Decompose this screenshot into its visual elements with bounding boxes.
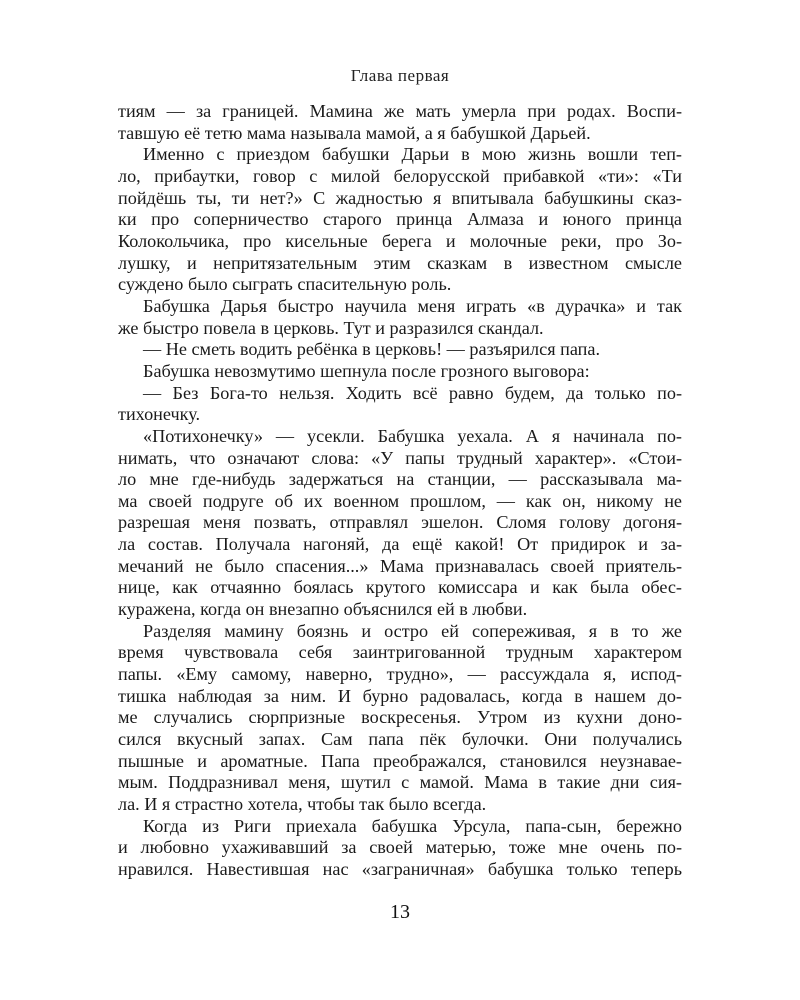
page-body-text <box>118 101 682 881</box>
text-line: ме случались сюрпризные воскресенья. Утром из кухни доно- <box>118 707 682 728</box>
text-line: ки про соперничество старого принца Алмаза и юного принца <box>118 209 682 230</box>
text-line: — Не сметь водить ребёнка в церковь! — разъярился папа. <box>143 339 601 360</box>
text-line: мечаний не было спасения...» Мама признавалась своей приятель- <box>118 555 682 576</box>
text-line: — Без Бога-то нельзя. Ходить всё равно будем, да только по- <box>143 382 682 403</box>
text-line: «Потихонечку» — усекли. Бабушка уехала. А я начинала по- <box>143 425 682 446</box>
text-line: тишка наблюдая за ним. И бурно радовалась, когда в нашем до- <box>118 685 682 706</box>
text-line: папы. «Ему самому, наверно, трудно», — рассуждала я, испод- <box>118 664 682 685</box>
text-line: ло мне где-нибудь задержаться на станции, — рассказывала ма- <box>118 469 682 490</box>
text-line: Разделяя мамину боязнь и остро ей сопереживая, я в то же <box>143 620 682 641</box>
page-number: 13 <box>390 901 410 923</box>
text-line: нице, как отчаянно боялась крутого комиссара и как была обес- <box>118 577 682 598</box>
text-line: пышные и ароматные. Папа преображался, становился неузнавае- <box>118 750 682 771</box>
text-line: Колокольчика, про кисельные берега и молочные реки, про Зо- <box>118 230 682 251</box>
text-line: мым. Поддразнивал меня, шутил с мамой. Мама в такие дни сия- <box>118 772 682 793</box>
running-header-chapter-title: Глава первая <box>350 66 450 85</box>
text-line: разрешая меня позвать, отправлял эшелон. Сломя голову догоня- <box>118 512 682 533</box>
text-line: тиям — за границей. Мамина же мать умерла при родах. Воспи- <box>118 101 682 121</box>
text-line: тихонечку. <box>118 404 201 425</box>
text-line: тавшую её тетю мама называла мамой, а я бабушкой Дарьей. <box>118 122 591 143</box>
text-line: Именно с приездом бабушки Дарьи в мою жизнь вошли теп- <box>143 144 682 165</box>
text-line: куражена, когда он внезапно объяснился ей в любви. <box>118 599 528 620</box>
text-line: же быстро повела в церковь. Тут и разразился скандал. <box>118 317 544 338</box>
text-line: суждено было сыграть спасительную роль. <box>118 274 452 295</box>
text-line: нравился. Навестившая нас «заграничная» бабушка только теперь <box>118 858 682 879</box>
text-line: ла. И я страстно хотела, чтобы так было всегда. <box>118 794 487 814</box>
text-line: Бабушка Дарья быстро научила меня играть «в дурачка» и так <box>143 295 682 316</box>
text-line: лушку, и непритязательным этим сказкам в известном смысле <box>118 252 682 273</box>
text-line: нимать, что означают слова: «У папы трудный характер». «Стои- <box>118 447 682 468</box>
text-line: сился вкусный запах. Сам папа пёк булочки. Они получались <box>118 729 682 750</box>
text-line: Бабушка невозмутимо шепнула после грозного выговора: <box>143 360 590 381</box>
text-line: пойдёшь ты, ти нет?» С жадностью я впитывала бабушкины сказ- <box>118 187 682 208</box>
text-line: время чувствовала себя заинтригованной трудным характером <box>118 642 682 663</box>
text-line: и любовно ухаживавший за своей матерью, тоже мне очень по- <box>118 837 682 858</box>
text-line: Когда из Риги приехала бабушка Урсула, папа-сын, бережно <box>143 815 682 836</box>
text-line: ло, прибаутки, говор с милой белорусской прибавкой «ти»: «Ти <box>118 165 682 186</box>
text-line: ма своей подруге об их военном прошлом, — как он, никому не <box>118 490 682 511</box>
text-line: ла состав. Получала нагоняй, да ещё какой! От придирок и за- <box>118 534 682 555</box>
